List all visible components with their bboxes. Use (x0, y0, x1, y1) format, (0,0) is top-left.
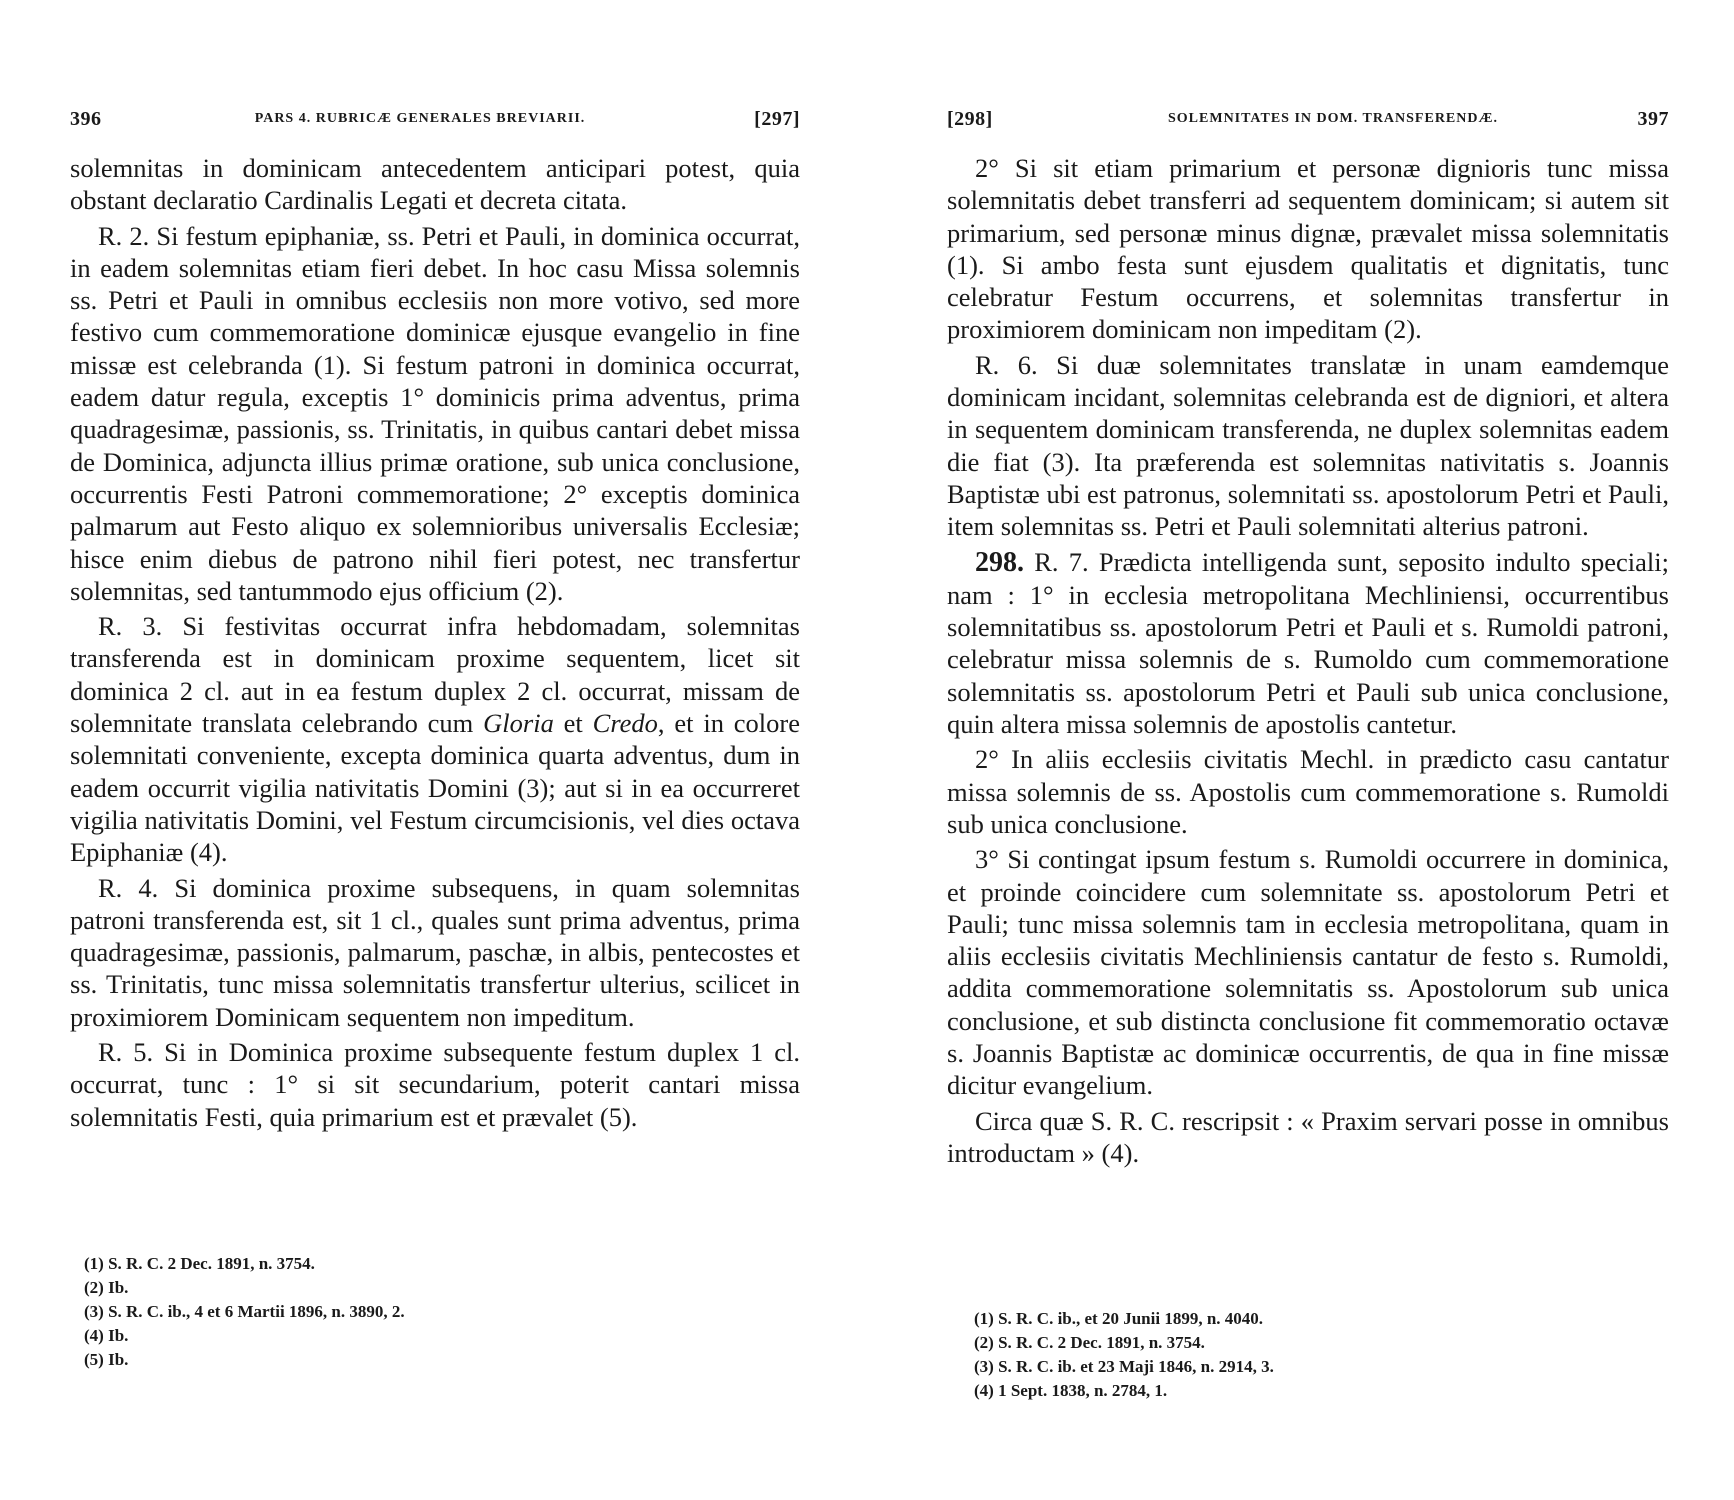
left-running-title: PARS 4. RUBRICÆ GENERALES BREVIARII. (254, 111, 586, 126)
right-running-title: SOLEMNITATES IN DOM. TRANSFERENDÆ. (1168, 111, 1498, 126)
right-running-head (947, 108, 1669, 138)
left-paragraph-r5: R. 5. Si in Dominica proxime subsequente festum duplex 1 cl. occurrat, tunc : 1° si sit secundarium, poterit cantari missa solemnitatis Festi, quia primarium est et prævalet (5). (70, 1037, 800, 1132)
footnote: (1) S. R. C. ib., et 20 Junii 1899, n. 4040. (974, 1309, 1264, 1328)
footnote: (2) Ib. (84, 1278, 129, 1297)
r3-credo: Credo (592, 708, 658, 739)
right-paragraph-mechl: 2° In aliis ecclesiis civitatis Mechl. in prædicto casu cantatur missa solemnis de ss. Apostolis cum commemoratione s. Rumoldi sub unica conclusione. (947, 744, 1669, 839)
left-footnotes (84, 1252, 800, 1372)
left-paragraph-r3 (70, 610, 800, 868)
r3-gloria: Gloria (483, 708, 554, 739)
left-page (70, 0, 800, 1500)
left-paragraph-1: solemnitas in dominicam antecedentem anticipari potest, quia obstant declaratio Cardinalis Legati et decreta citata. (70, 153, 800, 216)
right-body-text (947, 152, 1669, 1172)
right-paragraph-298 (947, 546, 1669, 741)
r3-text-before: R. 3. Si festivitas occurrat infra hebdomadam, solemnitas transferenda est in dominicam proxime sequentem, licet sit dominica 2 cl. aut in ea festum duplex 2 cl. occurrat, missam de solemnitate translata celebrando cum (70, 611, 800, 739)
right-paragraph-r6: R. 6. Si duæ solemnitates translatæ in unam eamdemque dominicam incidant, solemnitas celebranda est de digniori, et altera in sequentem dominicam transferenda, ne duplex solemnitas eadem die fiat (3). Ita præferenda est solemnitas nativitatis s. Joannis Baptistæ ubi est patronus, solemnitati ss. apostolorum Petri et Pauli, item solemnitas ss. Petri et Pauli solemnitati alterius patroni. (947, 349, 1669, 542)
footnote: (5) Ib. (84, 1350, 129, 1369)
right-page (947, 0, 1669, 1500)
r3-text-after: , et in colore solemnitati conveniente, excepta dominica quarta adventus, dum in eadem occurrit vigilia nativitatis Domini (3); aut si in ea occurreret vigilia nativitatis Domini, vel Festum circumcisionis, vel dies octava Epiphaniæ (4). (70, 708, 801, 868)
footnote: (2) S. R. C. 2 Dec. 1891, n. 3754. (974, 1333, 1205, 1352)
left-paragraph-r4: R. 4. Si dominica proxime subsequens, in quam solemnitas patroni transferenda est, sit 1 cl., quales sunt prima adventus, prima quadragesimæ, passionis, palmarum, paschæ, in albis, pentecostes et ss. Trinitatis, tunc missa solemnitatis transfertur ulterius, scilicet in proximiorem Dominicam sequentem non impeditum. (70, 872, 800, 1032)
footnote: (3) S. R. C. ib., 4 et 6 Martii 1896, n. 3890, 2. (84, 1302, 405, 1321)
r3-et: et (553, 708, 593, 739)
right-footnotes (974, 1307, 1669, 1403)
right-paragraph-rumoldi: 3° Si contingat ipsum festum s. Rumoldi occurrere in dominica, et proinde coincidere cum solemnitate ss. apostolorum Petri et Pauli; tunc missa solemnis tam in ecclesia metropolitana, quam in aliis ecclesiis civitatis Mechliniensis cantatur de festo s. Rumoldi, addita commemoratione solemnitatis ss. Apostolorum sub unica conclusione, et sub distincta conclusione fit commemoratio octavæ s. Joannis Baptistæ ac dominicæ occurrentis, de qua in fine missæ dicitur evangelium. (947, 844, 1669, 1101)
footnote: (4) Ib. (84, 1326, 129, 1345)
right-page-number: 397 (1637, 108, 1669, 130)
section-298-text: R. 7. Prædicta intelligenda sunt, seposito indulto speciali; nam : 1° in ecclesia metropolitana Mechliniensi, occurrentibus solemnitatibus ss. apostolorum Petri et Pauli et s. Rumoldi patroni, celebratur missa solemnis de s. Rumoldo cum commemoratione solemnitatis ss. apostolorum Petri et Pauli sub unica conclusione, quin altera missa solemnis de apostolis cantetur. (947, 546, 1669, 740)
right-paragraph-2nd: 2° Si sit etiam primarium et personæ dignioris tunc missa solemnitatis debet transferri ad sequentem dominicam; si autem sit primarium, sed personæ minus dignæ, prævalet missa solemnitatis (1). Si ambo festa sunt ejusdem qualitatis et dignitatis, tunc celebratur Festum occurrens, et solemnitas transfertur in proximiorem dominicam non impeditam (2). (947, 153, 1669, 345)
footnote: (4) 1 Sept. 1838, n. 2784, 1. (974, 1381, 1168, 1400)
right-paragraph-circa: Circa quæ S. R. C. rescripsit : « Praxim servari posse in omnibus introductam » (4). (947, 1105, 1669, 1168)
left-running-head (70, 108, 800, 138)
left-paragraph-r2: R. 2. Si festum epiphaniæ, ss. Petri et Pauli, in dominica occurrat, in eadem solemnitas etiam fieri debet. In hoc casu Missa solemnis ss. Petri et Pauli in omnibus ecclesiis non more votivo, sed more festivo cum commemoratione dominicæ ejusque evangelio in fine missæ est celebranda (1). Si festum patroni in dominica occurrat, eadem datur regula, exceptis 1° dominicis prima adventus, prima quadragesimæ, passionis, ss. Trinitatis, in quibus cantari debet missa de Dominica, adjuncta illius primæ oratione, sub unica conclusione, occurrentis Festi Patroni commemoratione; 2° exceptis dominica palmarum aut Festo aliquo ex solemnioribus universalis Ecclesiæ; hisce enim diebus de patrono nihil fieri potest, nec transfertur solemnitas, sed tantummodo ejus officium (2). (70, 220, 800, 606)
left-body-text (70, 152, 800, 1136)
section-number-298: 298. (975, 546, 1024, 578)
footnote: (1) S. R. C. 2 Dec. 1891, n. 3754. (84, 1254, 315, 1273)
left-page-number: 396 (70, 108, 102, 130)
right-section-ref: [298] (947, 108, 993, 130)
footnote: (3) S. R. C. ib. et 23 Maji 1846, n. 2914, 3. (974, 1357, 1274, 1376)
left-section-ref: [297] (754, 108, 800, 130)
